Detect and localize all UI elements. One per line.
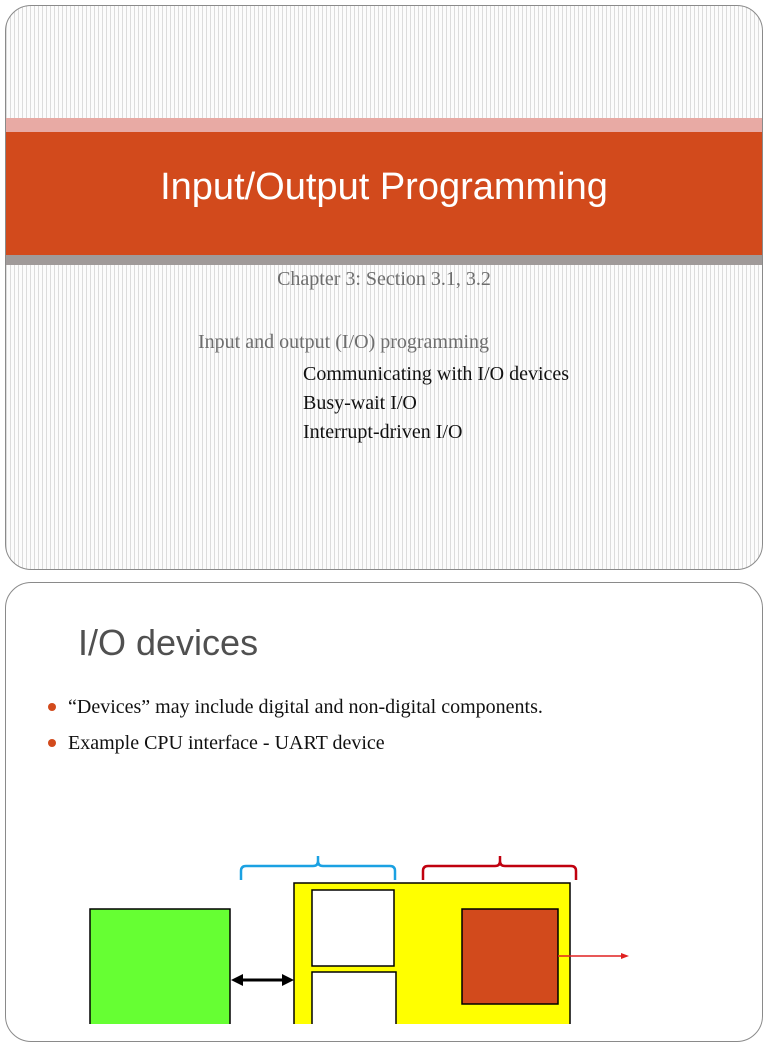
topic-item: Communicating with I/O devices bbox=[303, 363, 570, 385]
slide-title: I/O devices bbox=[78, 622, 259, 663]
bullet-text: Example CPU interface - UART device bbox=[68, 732, 385, 754]
slide-title: Input/Output Programming bbox=[160, 166, 608, 208]
bullet-icon bbox=[48, 739, 56, 747]
slide-subtitle: Chapter 3: Section 3.1, 3.2 bbox=[277, 268, 491, 290]
bullet-item bbox=[48, 692, 543, 728]
bullet-text: “Devices” may include digital and non-digital components. bbox=[68, 696, 543, 718]
bullet-list bbox=[48, 692, 543, 764]
topic-item: Busy-wait I/O bbox=[303, 392, 417, 414]
bullet-icon bbox=[48, 703, 56, 711]
title-band-bottom bbox=[6, 255, 762, 265]
intro-text: Input and output (I/O) programming bbox=[198, 331, 490, 353]
topic-list bbox=[303, 360, 569, 447]
bullet-item bbox=[48, 728, 543, 764]
topic-item: Interrupt-driven I/O bbox=[303, 421, 463, 443]
